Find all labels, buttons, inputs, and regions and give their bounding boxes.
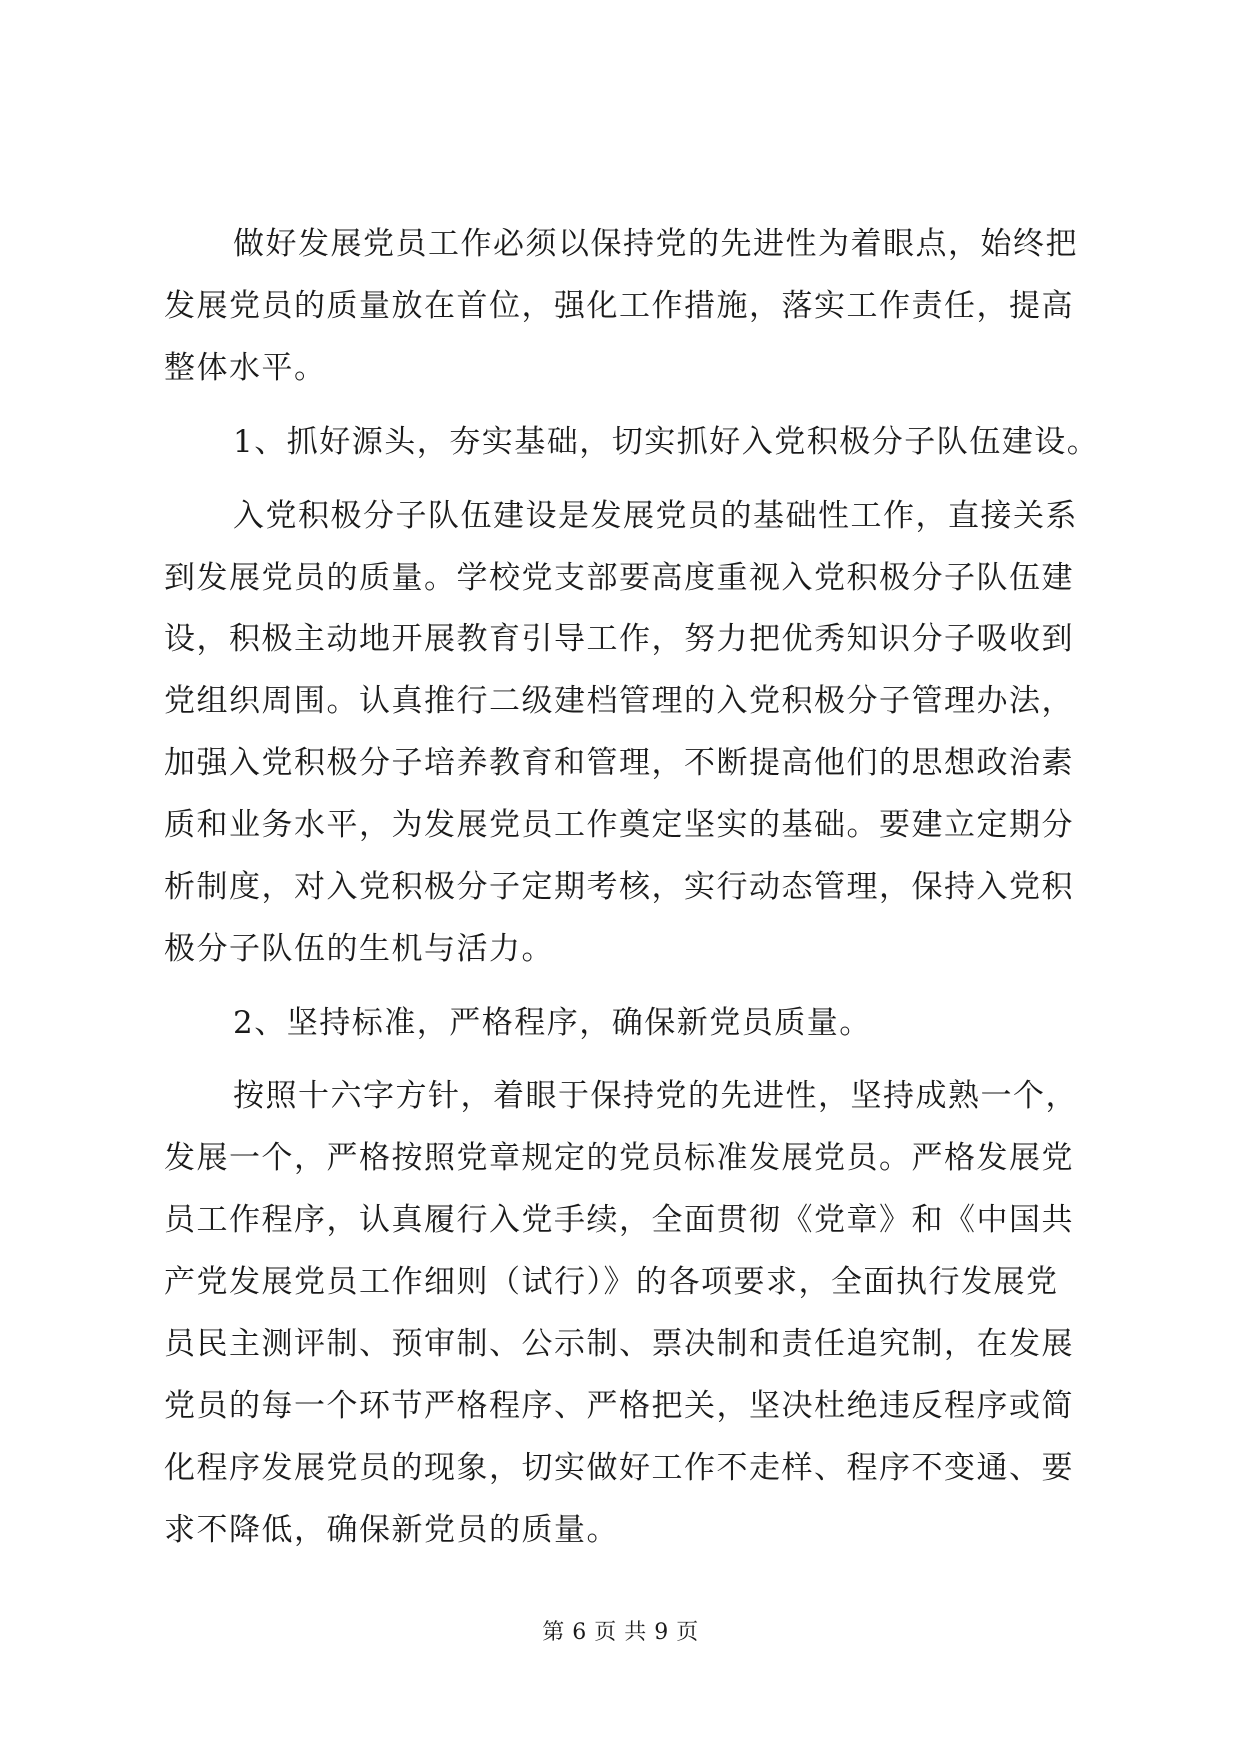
text-line: 整体水平。 xyxy=(164,350,327,386)
section-heading-2: 2、坚持标准，严格程序，确保新党员质量。 xyxy=(233,1005,872,1041)
text-line: 设，积极主动地开展教育引导工作，努力把优秀知识分子吸收到 xyxy=(164,621,1074,657)
text-line: 按照十六字方针，着眼于保持党的先进性，坚持成熟一个， xyxy=(233,1078,1078,1114)
text-line: 产党发展党员工作细则（试行）》的各项要求，全面执行发展党 xyxy=(164,1264,1059,1300)
text-line: 党员的每一个环节严格程序、严格把关，坚决杜绝违反程序或简 xyxy=(164,1388,1074,1424)
text-line: 求不降低，确保新党员的质量。 xyxy=(164,1512,619,1548)
text-line: 员工作程序，认真履行入党手续，全面贯彻《党章》和《中国共 xyxy=(164,1202,1074,1238)
text-line: 析制度，对入党积极分子定期考核，实行动态管理，保持入党积 xyxy=(164,869,1074,905)
text-line: 发展一个，严格按照党章规定的党员标准发展党员。严格发展党 xyxy=(164,1140,1074,1176)
text-line: 员民主测评制、预审制、公示制、票决制和责任追究制，在发展 xyxy=(164,1326,1074,1362)
text-line: 化程序发展党员的现象，切实做好工作不走样、程序不变通、要 xyxy=(164,1450,1074,1486)
text-line: 党组织周围。认真推行二级建档管理的入党积极分子管理办法， xyxy=(164,683,1074,719)
text-line: 入党积极分子队伍建设是发展党员的基础性工作，直接关系 xyxy=(233,498,1078,534)
text-line: 极分子队伍的生机与活力。 xyxy=(164,931,554,967)
text-line: 做好发展党员工作必须以保持党的先进性为着眼点，始终把 xyxy=(233,226,1078,262)
section-heading-1: 1、抓好源头，夯实基础，切实抓好入党积极分子队伍建设。 xyxy=(233,424,1100,460)
page-number-footer: 第 6 页 共 9 页 xyxy=(542,1620,699,1645)
text-line: 到发展党员的质量。学校党支部要高度重视入党积极分子队伍建 xyxy=(164,560,1074,596)
text-line: 加强入党积极分子培养教育和管理，不断提高他们的思想政治素 xyxy=(164,745,1074,781)
text-line: 发展党员的质量放在首位，强化工作措施，落实工作责任，提高 xyxy=(164,288,1074,324)
text-line: 质和业务水平，为发展党员工作奠定坚实的基础。要建立定期分 xyxy=(164,807,1074,843)
